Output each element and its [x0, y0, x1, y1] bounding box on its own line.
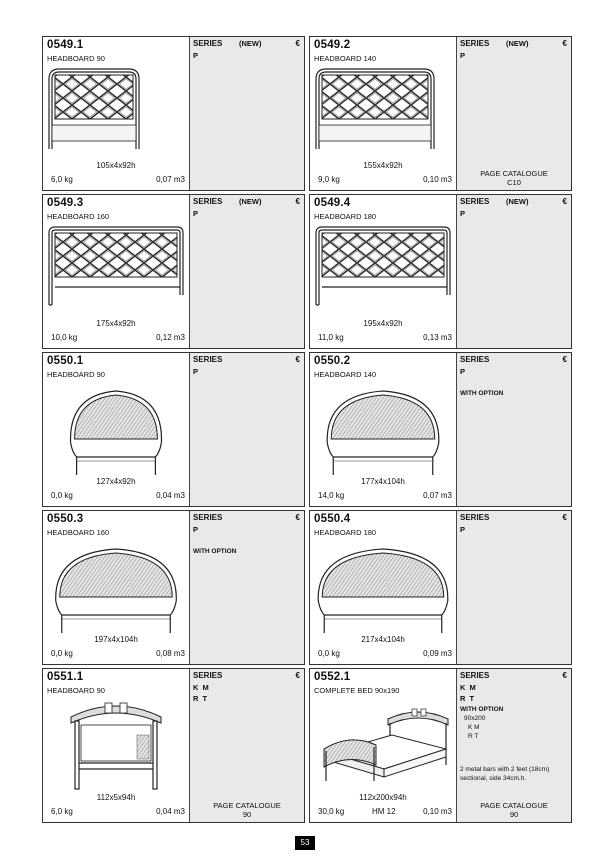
product-details	[457, 669, 571, 822]
finish-codes	[193, 524, 199, 535]
product-row	[42, 194, 572, 349]
page-number: 53	[295, 836, 315, 850]
finish-codes	[460, 682, 477, 704]
headboard-illustration	[45, 695, 187, 791]
product-info	[43, 669, 190, 822]
product-name: HEADBOARD 140	[314, 370, 377, 379]
euro-icon: €	[295, 355, 300, 364]
catalogue-line: PAGE CATALOGUE	[213, 801, 281, 810]
product-grid	[42, 36, 572, 826]
product-info	[310, 511, 457, 664]
product-info	[43, 511, 190, 664]
product-card	[42, 510, 305, 665]
series-label: SERIES	[193, 513, 223, 522]
product-card	[309, 668, 572, 823]
page-catalogue	[457, 169, 571, 187]
euro-icon: €	[295, 39, 300, 48]
catalogue-line: PAGE CATALOGUE	[480, 801, 548, 810]
finish-code: K M	[460, 683, 477, 692]
finish-code: R T	[460, 694, 476, 703]
product-dimensions: 112x5x94h	[96, 793, 136, 802]
series-label: SERIES	[460, 355, 490, 364]
product-card	[309, 36, 572, 191]
euro-icon: €	[562, 197, 567, 206]
product-details	[190, 669, 304, 822]
catalogue-line: C10	[507, 178, 521, 187]
product-name: HEADBOARD 90	[47, 54, 105, 63]
product-info	[310, 353, 457, 506]
product-weight: 0,0 kg	[51, 491, 73, 500]
finish-codes	[460, 524, 466, 535]
product-row	[42, 352, 572, 507]
product-info	[310, 37, 457, 190]
product-dimensions: 217x4x104h	[361, 635, 405, 644]
headboard-illustration	[312, 379, 454, 475]
product-volume: 0,09 m3	[423, 649, 452, 658]
product-dimensions: 127x4x92h	[96, 477, 136, 486]
product-volume: 0,04 m3	[156, 491, 185, 500]
product-dimensions: 175x4x92h	[96, 319, 136, 328]
product-picture	[45, 221, 187, 317]
product-code: 0550.2	[314, 355, 351, 367]
series-label: SERIES	[460, 39, 490, 48]
page-catalogue	[190, 801, 304, 819]
headboard-illustration	[312, 63, 454, 159]
finish-code: R T	[193, 694, 209, 703]
product-info	[43, 37, 190, 190]
product-weight: 9,0 kg	[318, 175, 340, 184]
new-badge: (NEW)	[239, 39, 262, 48]
product-volume: 0,07 m3	[156, 175, 185, 184]
product-name: HEADBOARD 90	[47, 686, 105, 695]
headboard-illustration	[45, 379, 187, 475]
new-badge: (NEW)	[239, 197, 262, 206]
product-info	[43, 195, 190, 348]
product-volume: 0,08 m3	[156, 649, 185, 658]
euro-icon: €	[562, 671, 567, 680]
finish-code: P	[460, 525, 467, 534]
product-name: HEADBOARD 160	[47, 212, 110, 221]
product-row	[42, 36, 572, 191]
product-dimensions: 195x4x92h	[363, 319, 403, 328]
series-label: SERIES	[460, 513, 490, 522]
product-card	[309, 352, 572, 507]
option-label: WITH OPTION	[460, 706, 504, 713]
finish-code: P	[460, 367, 467, 376]
product-details	[190, 353, 304, 506]
product-weight: 11,0 kg	[318, 333, 344, 342]
headboard-illustration	[45, 63, 187, 159]
euro-icon: €	[562, 355, 567, 364]
product-name: HEADBOARD 180	[314, 212, 377, 221]
product-volume: 0,04 m3	[156, 807, 185, 816]
new-badge: (NEW)	[506, 197, 529, 206]
product-details	[457, 353, 571, 506]
product-details	[190, 195, 304, 348]
finish-code: K M	[193, 683, 210, 692]
finish-code: P	[460, 209, 467, 218]
product-picture	[45, 695, 187, 791]
finish-codes	[460, 366, 466, 377]
product-code: 0549.2	[314, 39, 351, 51]
product-weight: 14,0 kg	[318, 491, 345, 500]
finish-codes	[193, 208, 199, 219]
option-label: WITH OPTION	[193, 548, 237, 555]
finish-codes	[460, 208, 466, 219]
product-picture	[312, 379, 454, 475]
size-options	[464, 714, 485, 741]
finish-codes	[193, 366, 199, 377]
size-option: R T	[468, 733, 479, 740]
product-name: HEADBOARD 180	[314, 528, 377, 537]
headboard-illustration	[312, 221, 454, 317]
series-label: SERIES	[193, 39, 223, 48]
finish-code: P	[193, 209, 200, 218]
product-code: 0552.1	[314, 671, 351, 683]
product-code: 0549.4	[314, 197, 351, 209]
product-name: HEADBOARD 90	[47, 370, 105, 379]
euro-icon: €	[562, 513, 567, 522]
euro-icon: €	[562, 39, 567, 48]
product-volume: 0,12 m3	[156, 333, 185, 342]
product-code: 0549.1	[47, 39, 84, 51]
product-volume: 0,10 m3	[423, 175, 452, 184]
product-code: 0550.1	[47, 355, 84, 367]
catalogue-line: 90	[242, 810, 252, 819]
series-label: SERIES	[460, 197, 490, 206]
headboard-illustration	[45, 537, 187, 633]
product-extra: HM 12	[372, 807, 396, 816]
product-code: 0550.4	[314, 513, 351, 525]
product-info	[310, 195, 457, 348]
series-label: SERIES	[193, 197, 223, 206]
product-picture	[312, 63, 454, 159]
catalogue-line: PAGE CATALOGUE	[480, 169, 548, 178]
size-option: K M	[468, 724, 480, 731]
product-dimensions: 197x4x104h	[94, 635, 138, 644]
product-details	[457, 195, 571, 348]
product-card	[42, 352, 305, 507]
product-picture	[312, 695, 454, 791]
product-code: 0550.3	[47, 513, 84, 525]
series-label: SERIES	[193, 671, 223, 680]
finish-codes	[460, 50, 466, 61]
series-label: SERIES	[193, 355, 223, 364]
product-volume: 0,13 m3	[423, 333, 452, 342]
product-picture	[45, 537, 187, 633]
product-picture	[312, 537, 454, 633]
product-name: HEADBOARD 160	[47, 528, 110, 537]
product-weight: 6,0 kg	[51, 807, 73, 816]
finish-codes	[193, 682, 210, 704]
product-volume: 0,07 m3	[423, 491, 452, 500]
product-note: 2 metal bars with 2 feet (18cm) sectional, side 34cm.h.	[460, 766, 550, 782]
product-card	[42, 668, 305, 823]
product-picture	[45, 63, 187, 159]
series-label: SERIES	[460, 671, 490, 680]
product-info	[310, 669, 457, 822]
product-name: HEADBOARD 140	[314, 54, 377, 63]
product-card	[309, 510, 572, 665]
product-details	[457, 37, 571, 190]
product-weight: 0,0 kg	[51, 649, 73, 658]
bed-illustration	[312, 695, 454, 791]
product-code: 0551.1	[47, 671, 84, 683]
euro-icon: €	[295, 513, 300, 522]
product-dimensions: 155x4x92h	[363, 161, 403, 170]
catalogue-line: 90	[509, 810, 519, 819]
option-label: WITH OPTION	[460, 390, 504, 397]
finish-code: P	[460, 51, 467, 60]
product-weight: 0,0 kg	[318, 649, 340, 658]
product-card	[42, 36, 305, 191]
size-option: 90x200	[464, 715, 486, 722]
product-card	[309, 194, 572, 349]
product-details	[190, 37, 304, 190]
product-details	[457, 511, 571, 664]
product-details	[190, 511, 304, 664]
finish-code: P	[193, 51, 200, 60]
product-dimensions: 105x4x92h	[96, 161, 136, 170]
product-picture	[312, 221, 454, 317]
headboard-illustration	[45, 221, 187, 317]
product-card	[42, 194, 305, 349]
product-volume: 0,10 m3	[423, 807, 452, 816]
product-row	[42, 510, 572, 665]
product-picture	[45, 379, 187, 475]
euro-icon: €	[295, 671, 300, 680]
headboard-illustration	[312, 537, 454, 633]
finish-code: P	[193, 525, 200, 534]
product-weight: 6,0 kg	[51, 175, 73, 184]
product-dimensions: 112x200x94h	[359, 793, 407, 802]
finish-code: P	[193, 367, 200, 376]
page-catalogue	[457, 801, 571, 819]
product-code: 0549.3	[47, 197, 84, 209]
product-row	[42, 668, 572, 823]
finish-codes	[193, 50, 199, 61]
product-weight: 30,0 kg	[318, 807, 345, 816]
product-name: COMPLETE BED 90x190	[314, 686, 400, 695]
product-info	[43, 353, 190, 506]
new-badge: (NEW)	[506, 39, 529, 48]
product-weight: 10,0 kg	[51, 333, 78, 342]
euro-icon: €	[295, 197, 300, 206]
product-dimensions: 177x4x104h	[361, 477, 405, 486]
